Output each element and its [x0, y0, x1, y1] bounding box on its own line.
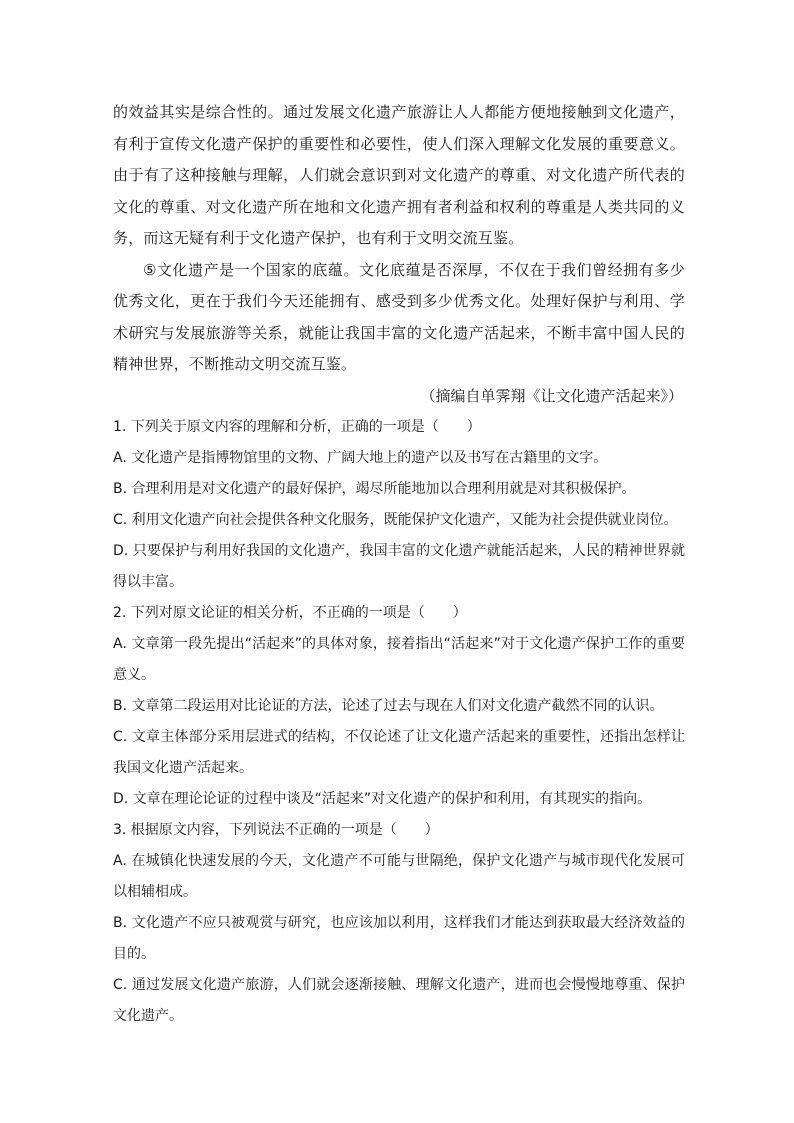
question-option: A. 文化遗产是指博物馆里的文物、广阔大地上的遗产以及书写在古籍里的文字。: [113, 450, 608, 466]
document-page: [113, 97, 685, 1032]
question-3: [113, 815, 685, 1032]
question-option: A. 在城镇化快速发展的今天，文化遗产不可能与世隔绝，保护文化遗产与城市现代化发展可以相辅相成。: [113, 853, 685, 900]
question-2: [113, 598, 685, 815]
question-option: B. 文章第二段运用对比论证的方法，论述了过去与现在人们对文化遗产截然不同的认识。: [113, 698, 664, 714]
question-option: D. 文章在理论论证的过程中谈及“活起来”对文化遗产的保护和利用，有其现实的指向。: [113, 791, 652, 807]
question-stem: 1. 下列关于原文内容的理解和分析，正确的一项是（ ）: [113, 419, 481, 435]
question-1: [113, 412, 685, 598]
passage-source: （摘编自单霁翔《让文化遗产活起来》）: [420, 386, 683, 405]
question-option: C. 文章主体部分采用层进式的结构，不仅论述了让文化遗产活起来的重要性，还指出怎样让我国文化遗产活起来。: [113, 729, 685, 776]
question-stem: 2. 下列对原文论证的相关分析，不正确的一项是（ ）: [113, 605, 467, 621]
question-option: B. 合理利用是对文化遗产的最好保护，竭尽所能地加以合理利用就是对其积极保护。: [113, 481, 636, 497]
passage-paragraph-5: ⑤文化遗产是一个国家的底蕴。文化底蕴是否深厚，不仅在于我们曾经拥有多少优秀文化，更在于我们今天还能拥有、感受到多少优秀文化。处理好保护与利用、学术研究与发展旅游等关系，就能让我国丰富的文化遗产活起来，不断丰富中国人民的精神世界，不断推动文明交流互鉴。: [113, 260, 685, 373]
question-option: C. 通过发展文化遗产旅游，人们就会逐渐接触、理解文化遗产，进而也会慢慢地尊重、保护文化遗产。: [113, 977, 685, 1024]
question-stem: 3. 根据原文内容，下列说法不正确的一项是（ ）: [113, 822, 439, 838]
question-option: C. 利用文化遗产向社会提供各种文化服务，既能保护文化遗产，又能为社会提供就业岗位。: [113, 512, 678, 528]
question-option: B. 文化遗产不应只被观赏与研究，也应该加以利用，这样我们才能达到获取最大经济效益的目的。: [113, 915, 685, 962]
question-option: D. 只要保护与利用好我国的文化遗产，我国丰富的文化遗产就能活起来，人民的精神世界就得以丰富。: [113, 543, 685, 590]
passage-paragraph-continued: 的效益其实是综合性的。通过发展文化遗产旅游让人人都能方便地接触到文化遗产，有利于宣传文化遗产保护的重要性和必要性，使人们深入理解文化发展的重要意义。由于有了这种接触与理解，人们就会意识到对文化遗产的尊重、对文化遗产所代表的文化的尊重、对文化遗产所在地和文化遗产拥有者利益和权利的尊重是人类共同的义务，而这无疑有利于文化遗产保护，也有利于文明交流互鉴。: [113, 103, 685, 247]
question-option: A. 文章第一段先提出“活起来”的具体对象，接着指出“活起来”对于文化遗产保护工作的重要意义。: [113, 636, 685, 683]
